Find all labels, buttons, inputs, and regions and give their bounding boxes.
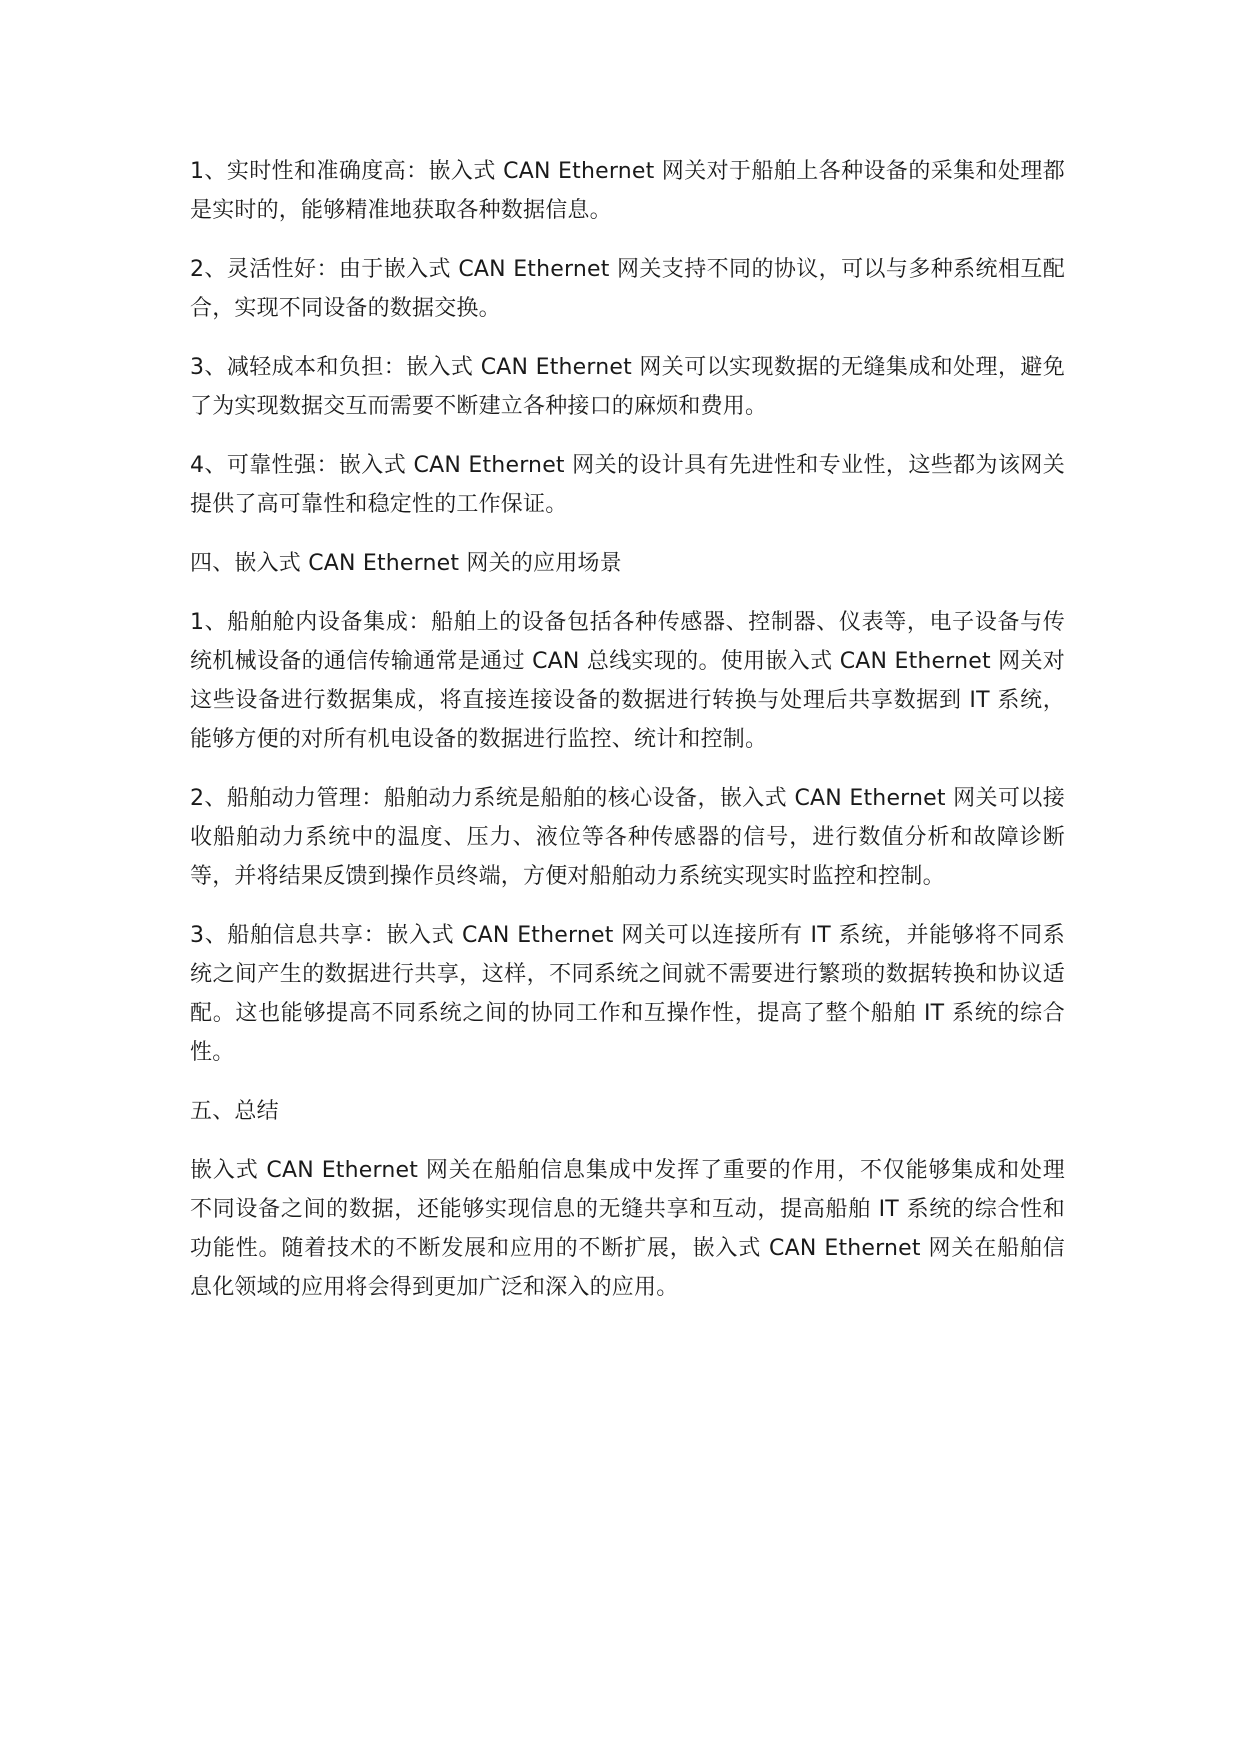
section-heading-applications: 四、嵌入式 CAN Ethernet 网关的应用场景	[190, 551, 622, 576]
paragraph-application-2: 2、船舶动力管理：船舶动力系统是船舶的核心设备，嵌入式 CAN Ethernet 网关可以接收船舶动力系统中的温度、压力、液位等各种传感器的信号，进行数值分析和故障诊断等，并将结果反馈到操作员终端，方便对船舶动力系统实现实时监控和控制。	[190, 786, 1065, 889]
section-heading-summary: 五、总结	[190, 1099, 279, 1124]
paragraph-advantage-3: 3、减轻成本和负担：嵌入式 CAN Ethernet 网关可以实现数据的无缝集成和处理，避免了为实现数据交互而需要不断建立各种接口的麻烦和费用。	[190, 355, 1065, 419]
paragraph-application-3: 3、船舶信息共享：嵌入式 CAN Ethernet 网关可以连接所有 IT 系统，并能够将不同系统之间产生的数据进行共享，这样，不同系统之间就不需要进行繁琐的数据转换和协议适配。这也能够提高不同系统之间的协同工作和互操作性，提高了整个船舶 IT 系统的综合性。	[190, 923, 1065, 1065]
document-body	[190, 152, 1065, 1327]
paragraph-advantage-1: 1、实时性和准确度高：嵌入式 CAN Ethernet 网关对于船舶上各种设备的采集和处理都是实时的，能够精准地获取各种数据信息。	[190, 159, 1065, 223]
paragraph-advantage-2: 2、灵活性好：由于嵌入式 CAN Ethernet 网关支持不同的协议，可以与多种系统相互配合，实现不同设备的数据交换。	[190, 257, 1065, 321]
paragraph-summary: 嵌入式 CAN Ethernet 网关在船舶信息集成中发挥了重要的作用，不仅能够集成和处理不同设备之间的数据，还能够实现信息的无缝共享和互动，提高船舶 IT 系统的综合性和功能性。随着技术的不断发展和应用的不断扩展，嵌入式 CAN Ethernet 网关在船舶信息化领域的应用将会得到更加广泛和深入的应用。	[190, 1158, 1065, 1300]
paragraph-application-1: 1、船舶舱内设备集成：船舶上的设备包括各种传感器、控制器、仪表等，电子设备与传统机械设备的通信传输通常是通过 CAN 总线实现的。使用嵌入式 CAN Ethernet 网关对这些设备进行数据集成，将直接连接设备的数据进行转换与处理后共享数据到 IT 系统，能够方便的对所有机电设备的数据进行监控、统计和控制。	[190, 610, 1065, 752]
paragraph-advantage-4: 4、可靠性强：嵌入式 CAN Ethernet 网关的设计具有先进性和专业性，这些都为该网关提供了高可靠性和稳定性的工作保证。	[190, 453, 1065, 517]
